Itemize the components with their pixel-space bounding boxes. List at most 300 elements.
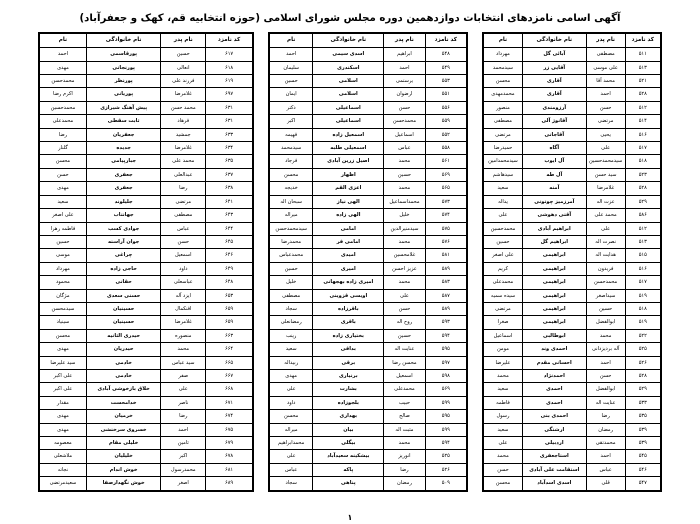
cell-father-name: عنایت اله: [384, 343, 425, 356]
cell-family-name: ابراهیمی: [522, 249, 586, 262]
cell-father-name: محمدتقی: [586, 437, 625, 450]
cell-candidate-code: ۵۹۵: [425, 410, 466, 423]
table-row: [484, 61, 661, 74]
cell-family-name: خسروی سرخنشی: [86, 423, 161, 436]
column-header-code: کد نامزد: [206, 34, 253, 48]
cell-first-name: نجاته: [40, 463, 87, 476]
cell-candidate-code: ۵۹۸: [425, 369, 466, 382]
cell-father-name: مصطفی: [586, 48, 625, 61]
cell-family-name: امامی فر: [313, 235, 384, 248]
cell-first-name: مهدی: [270, 369, 313, 382]
cell-family-name: احسانی مقدم: [522, 356, 586, 369]
table-row: [270, 329, 467, 342]
cell-candidate-code: ۶۱۸: [206, 61, 253, 74]
cell-candidate-code: ۶۵۳: [206, 289, 253, 302]
cell-father-name: ابوالفضل: [586, 316, 625, 329]
cell-father-name: محمد: [384, 182, 425, 195]
cell-family-name: جبارپیامی: [86, 155, 161, 168]
table-row: [484, 128, 661, 141]
column-header-first: نام: [270, 34, 313, 48]
cell-candidate-code: ۵۶۹: [425, 168, 466, 181]
cell-first-name: علی: [270, 383, 313, 396]
cell-candidate-code: ۶۱۹: [206, 75, 253, 88]
cell-father-name: حسین: [384, 329, 425, 342]
cell-father-name: مصطفی: [161, 209, 206, 222]
cell-first-name: حسن: [40, 168, 87, 181]
table-row: [40, 182, 253, 195]
cell-candidate-code: ۶۳۴: [206, 142, 253, 155]
table-row: [40, 155, 253, 168]
table-row: [484, 302, 661, 315]
cell-family-name: پورنجاتی: [86, 61, 161, 74]
table-row: [40, 423, 253, 436]
table-row: [270, 61, 467, 74]
cell-family-name: احمدی بنی: [522, 410, 586, 423]
table-row: [270, 463, 467, 476]
cell-candidate-code: ۵۸۹: [425, 262, 466, 275]
table-row: [270, 356, 467, 369]
cell-family-name: بداقی: [313, 343, 384, 356]
cell-family-name: حسنی سعدی: [86, 289, 161, 302]
cell-first-name: سید علیرضا: [40, 356, 87, 369]
cell-first-name: سلیمان: [270, 61, 313, 74]
cell-first-name: سیدمحسن: [40, 302, 87, 315]
cell-family-name: حیدری الثانیه: [86, 329, 161, 342]
cell-candidate-code: ۵۹۷: [425, 356, 466, 369]
cell-father-name: اسمعیل: [161, 249, 206, 262]
cell-father-name: حسین: [586, 302, 625, 315]
cell-candidate-code: ۵۹۹: [425, 396, 466, 409]
cell-family-name: آل ایوب: [522, 155, 586, 168]
cell-father-name: رمضان: [384, 477, 425, 490]
table-row: [270, 115, 467, 128]
cell-first-name: معصومه: [40, 437, 87, 450]
cell-father-name: فرهاد: [161, 115, 206, 128]
cell-first-name: علی: [484, 437, 523, 450]
cell-candidate-code: ۵۳۵: [625, 410, 660, 423]
cell-first-name: مهدی: [40, 410, 87, 423]
cell-first-name: محسن: [40, 155, 87, 168]
cell-father-name: غلامرضا: [161, 316, 206, 329]
table-row: [270, 128, 467, 141]
cell-family-name: ابراهیم گل: [522, 235, 586, 248]
cell-family-name: احمدی وند: [522, 343, 586, 356]
cell-father-name: علی: [586, 142, 625, 155]
cell-family-name: حیدریان: [86, 343, 161, 356]
table-row: [270, 88, 467, 101]
cell-family-name: خادمی: [86, 356, 161, 369]
cell-first-name: رضا: [40, 128, 87, 141]
cell-first-name: حسین: [270, 75, 313, 88]
cell-family-name: آمنه: [522, 182, 586, 195]
candidate-table: [269, 33, 467, 490]
table-row: [270, 262, 467, 275]
table-row: [484, 343, 661, 356]
table-row: [270, 222, 467, 235]
cell-family-name: حسینیان: [86, 302, 161, 315]
cell-first-name: رمضانعلی: [270, 316, 313, 329]
table-row: [270, 249, 467, 262]
cell-first-name: گلناز: [40, 142, 87, 155]
table-row: [270, 396, 467, 409]
table-row: [40, 410, 253, 423]
table-row: [40, 276, 253, 289]
cell-first-name: فاطمه زهرا: [40, 222, 87, 235]
cell-family-name: آل طه: [522, 168, 586, 181]
cell-candidate-code: ۵۲۹: [625, 195, 660, 208]
cell-family-name: ابوطالبی: [522, 329, 586, 342]
cell-family-name: جعفری: [86, 182, 161, 195]
table-row: [270, 195, 467, 208]
cell-father-name: احمد: [384, 61, 425, 74]
cell-candidate-code: ۵۴۹: [425, 61, 466, 74]
cell-father-name: علی موسی: [586, 61, 625, 74]
cell-first-name: محمدحسن: [40, 75, 87, 88]
table-row: [40, 463, 253, 476]
cell-candidate-code: ۶۵۹: [206, 316, 253, 329]
cell-first-name: محمدعلی: [484, 276, 523, 289]
cell-candidate-code: ۶۶۵: [206, 356, 253, 369]
column-header-family: نام خانوادگی: [86, 34, 161, 48]
cell-first-name: دکتر: [270, 101, 313, 114]
table-row: [40, 115, 253, 128]
candidate-table-block-right: [482, 32, 662, 491]
cell-first-name: علی اکبر: [40, 383, 87, 396]
table-row: [484, 209, 661, 222]
table-row: [270, 343, 467, 356]
cell-father-name: عباس: [161, 222, 206, 235]
cell-candidate-code: ۶۴۱: [206, 195, 253, 208]
cell-candidate-code: ۵۸۱: [425, 249, 466, 262]
cell-first-name: فاطمه: [484, 396, 523, 409]
table-row: [484, 396, 661, 409]
cell-candidate-code: ۵۲۹: [625, 383, 660, 396]
cell-first-name: مهرداد: [484, 48, 523, 61]
table-body: [40, 48, 253, 490]
cell-candidate-code: ۵۵۳: [425, 75, 466, 88]
cell-first-name: سعید: [40, 195, 87, 208]
table-row: [484, 48, 661, 61]
cell-father-name: حسن: [586, 101, 625, 114]
table-row: [270, 410, 467, 423]
cell-father-name: احمد: [586, 450, 625, 463]
cell-first-name: محمد: [484, 450, 523, 463]
column-header-father: نام پدر: [384, 34, 425, 48]
cell-family-name: اسمعیل زاده: [313, 128, 384, 141]
cell-family-name: جوادی کسب: [86, 222, 161, 235]
cell-candidate-code: ۵۹۴: [425, 329, 466, 342]
table-row: [484, 450, 661, 463]
cell-family-name: پاکه: [313, 463, 384, 476]
cell-father-name: روح اله: [384, 316, 425, 329]
cell-candidate-code: ۵۶۵: [425, 182, 466, 195]
cell-candidate-code: ۵۱۸: [625, 302, 660, 315]
cell-candidate-code: ۵۹۴: [425, 437, 466, 450]
cell-family-name: آمرزمیز چوتونی: [522, 195, 586, 208]
cell-father-name: محمدرسول: [161, 463, 206, 476]
cell-family-name: اسدی سیمی: [313, 48, 384, 61]
cell-candidate-code: ۶۴۳: [206, 209, 253, 222]
cell-first-name: مژگان: [40, 289, 87, 302]
cell-father-name: یرستمی: [384, 75, 425, 88]
cell-candidate-code: ۵۳۹: [625, 423, 660, 436]
cell-family-name: ابراهیم آبادی: [522, 222, 586, 235]
table-row: [40, 142, 253, 155]
cell-family-name: اسلامی: [313, 88, 384, 101]
cell-candidate-code: ۵۹۹: [425, 423, 466, 436]
cell-family-name: اردبیلی: [522, 437, 586, 450]
cell-family-name: پوریانی: [86, 88, 161, 101]
table-row: [484, 88, 661, 101]
cell-family-name: جلیلوند: [86, 195, 161, 208]
cell-first-name: حمیدرضا: [484, 142, 523, 155]
cell-father-name: محمدحسن: [384, 115, 425, 128]
cell-family-name: بیان: [313, 423, 384, 436]
candidate-table-block-middle: [268, 32, 468, 491]
cell-first-name: مرتضی: [484, 128, 523, 141]
cell-family-name: برنیاری: [313, 369, 384, 382]
cell-family-name: پورنظر: [86, 75, 161, 88]
cell-candidate-code: ۶۶۸: [206, 383, 253, 396]
cell-family-name: بشارت: [313, 383, 384, 396]
cell-first-name: محمدحسین: [40, 101, 87, 114]
cell-first-name: سجاد: [270, 477, 313, 490]
cell-family-name: اسمعیلی طلبه: [313, 142, 384, 155]
table-row: [484, 182, 661, 195]
cell-first-name: سعید: [484, 423, 523, 436]
cell-first-name: مومن: [484, 343, 523, 356]
page-title: آگهی اسامی نامزدهای انتخابات دوازدهمین دوره مجلس شورای اسلامی (حوزه انتخابیه قم، کهک و جعفرآباد): [79, 13, 621, 24]
table-row: [40, 128, 253, 141]
cell-family-name: آقاری: [522, 88, 586, 101]
cell-family-name: خلیلیان: [86, 450, 161, 463]
cell-first-name: سیدهاشم: [484, 168, 523, 181]
table-header-row: [270, 34, 467, 48]
cell-family-name: اظهار: [313, 168, 384, 181]
cell-candidate-code: ۵۱۸: [625, 155, 660, 168]
cell-family-name: استاجعفری: [522, 450, 586, 463]
cell-family-name: ارشنگی: [522, 423, 586, 436]
cell-family-name: بلجوزاده: [313, 396, 384, 409]
cell-candidate-code: ۵۴۵: [625, 450, 660, 463]
table-row: [40, 262, 253, 275]
cell-first-name: علی: [270, 450, 313, 463]
cell-father-name: حبیب: [384, 396, 425, 409]
cell-family-name: ابراهیمی: [522, 289, 586, 302]
cell-family-name: جعفریان: [86, 128, 161, 141]
cell-father-name: انوریز: [384, 450, 425, 463]
cell-father-name: محمد: [384, 276, 425, 289]
table-row: [484, 168, 661, 181]
cell-family-name: امیدی: [313, 249, 384, 262]
cell-first-name: سعیدمرتضی: [40, 477, 87, 490]
cell-family-name: آرزومندی: [522, 101, 586, 114]
cell-father-name: مرتضی: [161, 195, 206, 208]
cell-father-name: رضا: [161, 182, 206, 195]
cell-father-name: عباسعلی: [161, 276, 206, 289]
table-row: [40, 369, 253, 382]
table-row: [40, 477, 253, 490]
table-row: [484, 423, 661, 436]
cell-first-name: حسن: [484, 463, 523, 476]
cell-first-name: داود: [270, 396, 313, 409]
table-row: [40, 235, 253, 248]
cell-candidate-code: ۶۴۸: [206, 276, 253, 289]
cell-candidate-code: ۵۸۳: [425, 276, 466, 289]
cell-family-name: حسینیان: [86, 316, 161, 329]
table-row: [484, 235, 661, 248]
cell-family-name: آقتی دهوشی: [522, 209, 586, 222]
cell-family-name: بختیاری زاده: [313, 329, 384, 342]
cell-father-name: اکبر: [161, 450, 206, 463]
cell-candidate-code: ۶۴۶: [206, 249, 253, 262]
cell-candidate-code: ۵۲۶: [625, 356, 660, 369]
cell-father-name: غلامرضا: [586, 182, 625, 195]
cell-first-name: حسین: [40, 235, 87, 248]
cell-candidate-code: ۶۳۷: [206, 168, 253, 181]
table-row: [40, 195, 253, 208]
cell-father-name: محمد علی: [586, 209, 625, 222]
cell-family-name: الهی زاده: [313, 209, 384, 222]
table-header-row: [40, 34, 253, 48]
cell-father-name: حسن: [384, 101, 425, 114]
candidate-tables-container: [0, 32, 700, 491]
cell-first-name: مهرداد: [40, 262, 87, 275]
cell-candidate-code: ۵۲۲: [625, 329, 660, 342]
cell-candidate-code: ۵۵۸: [425, 142, 466, 155]
table-row: [484, 369, 661, 382]
cell-father-name: رمضان: [586, 423, 625, 436]
cell-father-name: حسن: [384, 302, 425, 315]
cell-family-name: جدیده: [86, 142, 161, 155]
cell-candidate-code: ۵۱۴: [625, 115, 660, 128]
cell-family-name: ابراهیمی: [522, 316, 586, 329]
cell-family-name: چراغی: [86, 249, 161, 262]
cell-candidate-code: ۵۹۵: [425, 343, 466, 356]
table-row: [40, 396, 253, 409]
table-row: [40, 289, 253, 302]
cell-first-name: سبحان اله: [270, 195, 313, 208]
cell-father-name: حسین: [384, 168, 425, 181]
cell-candidate-code: ۵۱۲: [625, 101, 660, 114]
cell-candidate-code: ۶۷۴: [206, 410, 253, 423]
cell-father-name: حسن: [586, 369, 625, 382]
column-header-first: نام: [484, 34, 523, 48]
cell-family-name: باقری: [313, 316, 384, 329]
cell-candidate-code: ۵۸۹: [425, 302, 466, 315]
table-row: [484, 437, 661, 450]
table-row: [270, 383, 467, 396]
cell-first-name: یداله: [484, 195, 523, 208]
cell-candidate-code: ۵۴۷: [625, 477, 660, 490]
cell-father-name: محمد: [161, 343, 206, 356]
cell-candidate-code: ۵۱۹: [625, 289, 660, 302]
cell-candidate-code: ۵۸۶: [625, 209, 660, 222]
candidate-table: [39, 33, 253, 490]
cell-family-name: جوان آراسته: [86, 235, 161, 248]
cell-family-name: خوش اندام: [86, 463, 161, 476]
cell-family-name: استقامت علی آبادی: [522, 463, 586, 476]
cell-family-name: خرمیان: [86, 410, 161, 423]
column-header-father: نام پدر: [161, 34, 206, 48]
cell-first-name: علی: [484, 209, 523, 222]
cell-candidate-code: ۶۸۹: [206, 477, 253, 490]
cell-father-name: عباس: [586, 463, 625, 476]
cell-father-name: جمشید: [161, 128, 206, 141]
table-row: [270, 75, 467, 88]
table-row: [270, 142, 467, 155]
cell-family-name: احمدی: [522, 396, 586, 409]
cell-first-name: سینیاد: [40, 316, 87, 329]
cell-first-name: علی اکبر: [40, 369, 87, 382]
cell-family-name: خوش نگهدارصفا: [86, 477, 161, 490]
cell-candidate-code: ۵۵۶: [425, 101, 466, 114]
cell-first-name: حسین: [484, 235, 523, 248]
table-row: [484, 316, 661, 329]
cell-candidate-code: ۵۲۱: [625, 75, 660, 88]
cell-candidate-code: ۶۴۴: [206, 222, 253, 235]
column-header-father: نام پدر: [586, 34, 625, 48]
cell-first-name: محسن: [40, 329, 87, 342]
cell-family-name: آقایی زر: [522, 61, 586, 74]
cell-family-name: اویسی قزوینی: [313, 289, 384, 302]
table-row: [40, 329, 253, 342]
cell-first-name: مصطفی: [270, 289, 313, 302]
cell-first-name: محمدعلی: [40, 115, 87, 128]
cell-family-name: اسدی اسدآباد: [522, 477, 586, 490]
column-header-code: کد نامزد: [425, 34, 466, 48]
table-row: [484, 356, 661, 369]
table-row: [484, 276, 661, 289]
cell-candidate-code: ۶۳۳: [206, 128, 253, 141]
table-body: [270, 48, 467, 490]
cell-candidate-code: ۶۶۳: [206, 329, 253, 342]
cell-first-name: خدیجه: [270, 182, 313, 195]
cell-first-name: سعید: [484, 182, 523, 195]
cell-family-name: ابراهیمی: [522, 262, 586, 275]
cell-first-name: سیدمحمد: [270, 142, 313, 155]
cell-first-name: اکبر: [270, 115, 313, 128]
table-row: [270, 155, 467, 168]
table-row: [484, 410, 661, 423]
table-row: [484, 142, 661, 155]
cell-father-name: سید عباس: [161, 356, 206, 369]
cell-first-name: محمدابراهیم: [270, 437, 313, 450]
table-row: [484, 222, 661, 235]
cell-family-name: ثابت سقطی: [86, 115, 161, 128]
cell-father-name: فریدون: [586, 262, 625, 275]
cell-family-name: آبائی گل: [522, 48, 586, 61]
cell-father-name: احمد: [161, 423, 206, 436]
cell-family-name: اسماعیلی: [313, 115, 384, 128]
table-row: [484, 195, 661, 208]
cell-father-name: عزت اله: [586, 195, 625, 208]
cell-first-name: سیدمحمدامین: [484, 155, 523, 168]
cell-candidate-code: ۵۵۲: [425, 128, 466, 141]
cell-first-name: احمد: [270, 48, 313, 61]
cell-father-name: عنایت اله: [586, 396, 625, 409]
table-row: [40, 75, 253, 88]
cell-family-name: ابراهیمی: [522, 302, 586, 315]
cell-father-name: صفر: [161, 369, 206, 382]
cell-candidate-code: ۶۳۱: [206, 101, 253, 114]
cell-candidate-code: ۵۲۶: [425, 463, 466, 476]
cell-first-name: علی اصغر: [484, 249, 523, 262]
candidate-table-block-left: [38, 32, 254, 491]
cell-first-name: محمدرضا: [270, 235, 313, 248]
cell-candidate-code: ۶۹۷: [206, 88, 253, 101]
cell-first-name: احمد: [40, 48, 87, 61]
